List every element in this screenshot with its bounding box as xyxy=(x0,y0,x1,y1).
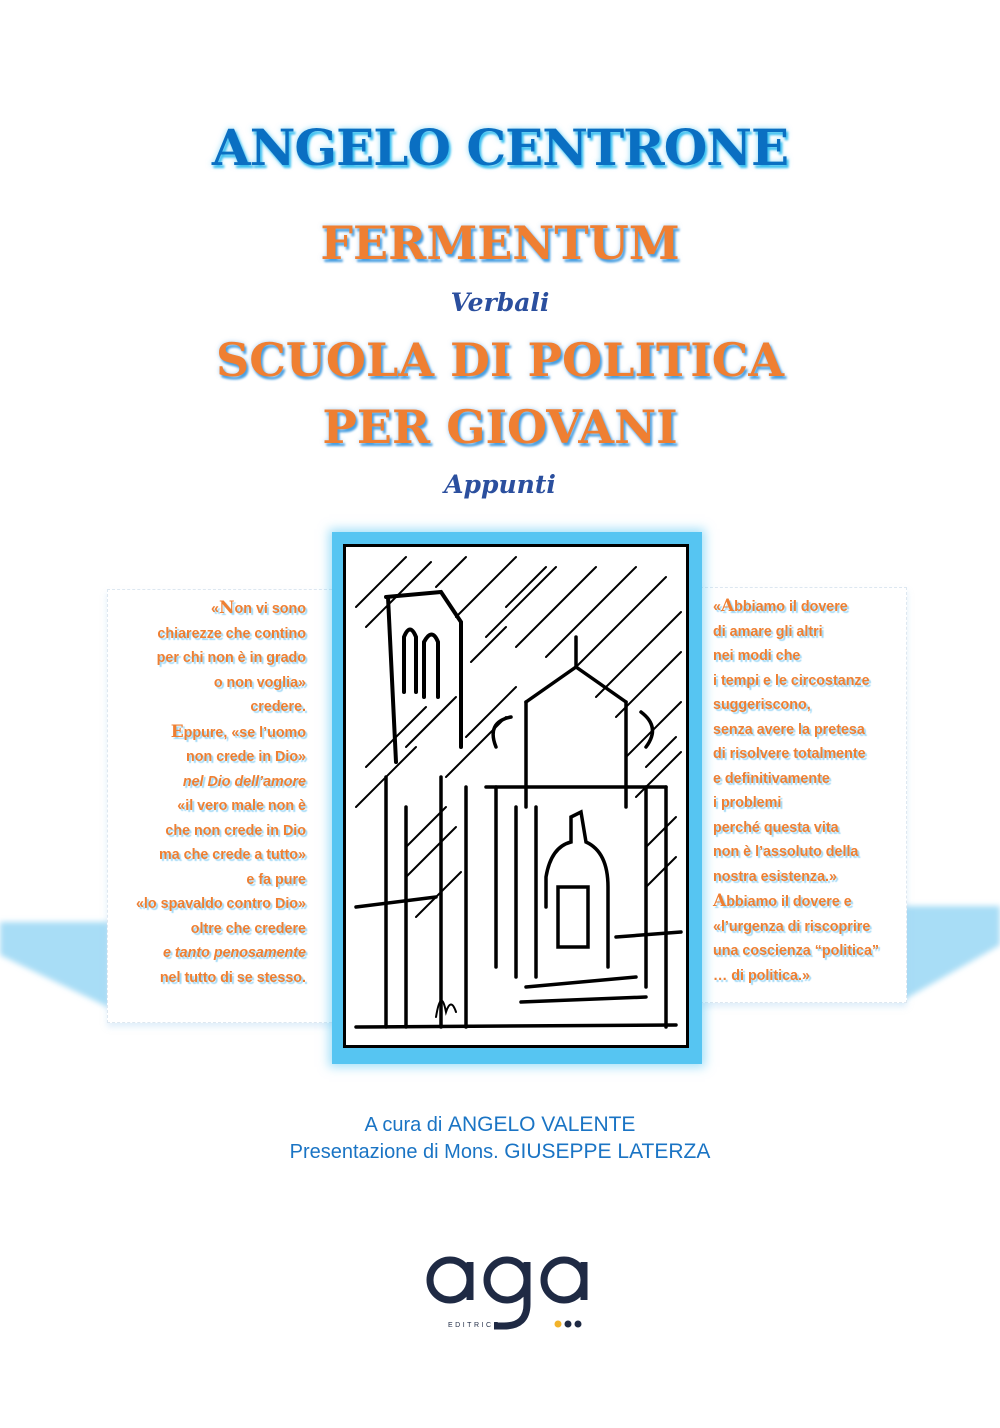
editor-name: ANGELO VALENTE xyxy=(447,1113,636,1136)
quote-line: nei modi che xyxy=(713,648,801,664)
quote-line: per chi non è in grado xyxy=(156,650,306,666)
quote-line: nel tutto di se stesso. xyxy=(159,969,306,986)
quote-line: i tempi e le circostanze xyxy=(713,672,870,689)
quote-box-right xyxy=(700,587,907,1003)
drop-cap: A xyxy=(720,596,735,616)
quote-line: «Non vi sono xyxy=(211,598,306,618)
quote-line: di risolvere totalmente xyxy=(713,746,866,762)
quote-line: «l’urgenza di riscoprire xyxy=(713,918,871,935)
quote-line: nel Dio dell’amore xyxy=(182,773,306,790)
drop-cap: A xyxy=(713,891,727,911)
logo-dot-navy-2 xyxy=(575,1321,582,1328)
quote-line: chiarezze che contino xyxy=(157,625,306,642)
quote-line: Abbiamo il dovere e xyxy=(713,891,852,911)
aga-editrice-logo-icon xyxy=(424,1254,594,1334)
presenter-name: GIUSEPPE LATERZA xyxy=(504,1140,711,1163)
quote-line: non è l’assoluto della xyxy=(713,844,859,860)
quote-line: «Abbiamo il dovere xyxy=(713,596,848,616)
quote-line: e fa pure xyxy=(246,871,306,888)
quote-line: e tanto penosamente xyxy=(163,945,306,961)
quote-line: Eppure, «se l’uomo xyxy=(170,721,306,742)
author-name: ANGELO CENTRONE xyxy=(211,118,789,177)
quote-box-left xyxy=(107,589,337,1023)
quote-line: oltre che credere xyxy=(190,920,306,937)
quote-line: suggeriscono, xyxy=(713,697,811,713)
quote-line: credere. xyxy=(250,699,306,715)
quote-line: una coscienza “politica” xyxy=(713,943,880,959)
book-title-scuola: SCUOLA DI POLITICA xyxy=(215,333,785,387)
quote-line: «il vero male non è xyxy=(177,798,306,814)
quote-line: senza avere la pretesa xyxy=(713,721,865,738)
quote-line: … di politica.» xyxy=(713,967,810,984)
publisher-tagline: EDITRICE xyxy=(448,1322,501,1329)
quote-line: ma che crede a tutto» xyxy=(159,847,306,863)
illustration-frame xyxy=(332,532,702,1064)
drop-cap: E xyxy=(170,721,184,742)
church-sketch-icon xyxy=(346,547,686,1045)
editor-credit: A cura di ANGELO VALENTE xyxy=(364,1113,636,1136)
drop-cap: N xyxy=(218,598,235,618)
quote-line: che non crede in Dio xyxy=(165,822,306,839)
quote-line: di amare gli altri xyxy=(713,623,823,640)
logo-dot-yellow xyxy=(555,1321,562,1328)
book-title-giovani: PER GIOVANI xyxy=(322,400,678,454)
quote-right-text xyxy=(713,594,879,988)
quote-left-text xyxy=(136,596,306,990)
quote-line: i problemi xyxy=(713,795,782,811)
quote-line: non crede in Dio» xyxy=(186,749,306,765)
quote-line: nostra esistenza.» xyxy=(713,868,837,885)
quote-line: «lo spavaldo contro Dio» xyxy=(135,896,306,912)
church-sketch-illustration xyxy=(343,544,689,1048)
subtitle-verbali: Verbali xyxy=(450,288,550,317)
quote-line: o non voglia» xyxy=(213,674,306,691)
publisher-logo xyxy=(424,1254,594,1334)
quote-line: e definitivamente xyxy=(713,770,830,787)
book-title-fermentum: FERMENTUM xyxy=(320,216,680,270)
quote-line: perché questa vita xyxy=(713,819,839,836)
subtitle-appunti: Appunti xyxy=(444,470,556,499)
logo-dot-navy-1 xyxy=(565,1321,572,1328)
presentation-credit: Presentazione di Mons. GIUSEPPE LATERZA xyxy=(289,1140,711,1163)
